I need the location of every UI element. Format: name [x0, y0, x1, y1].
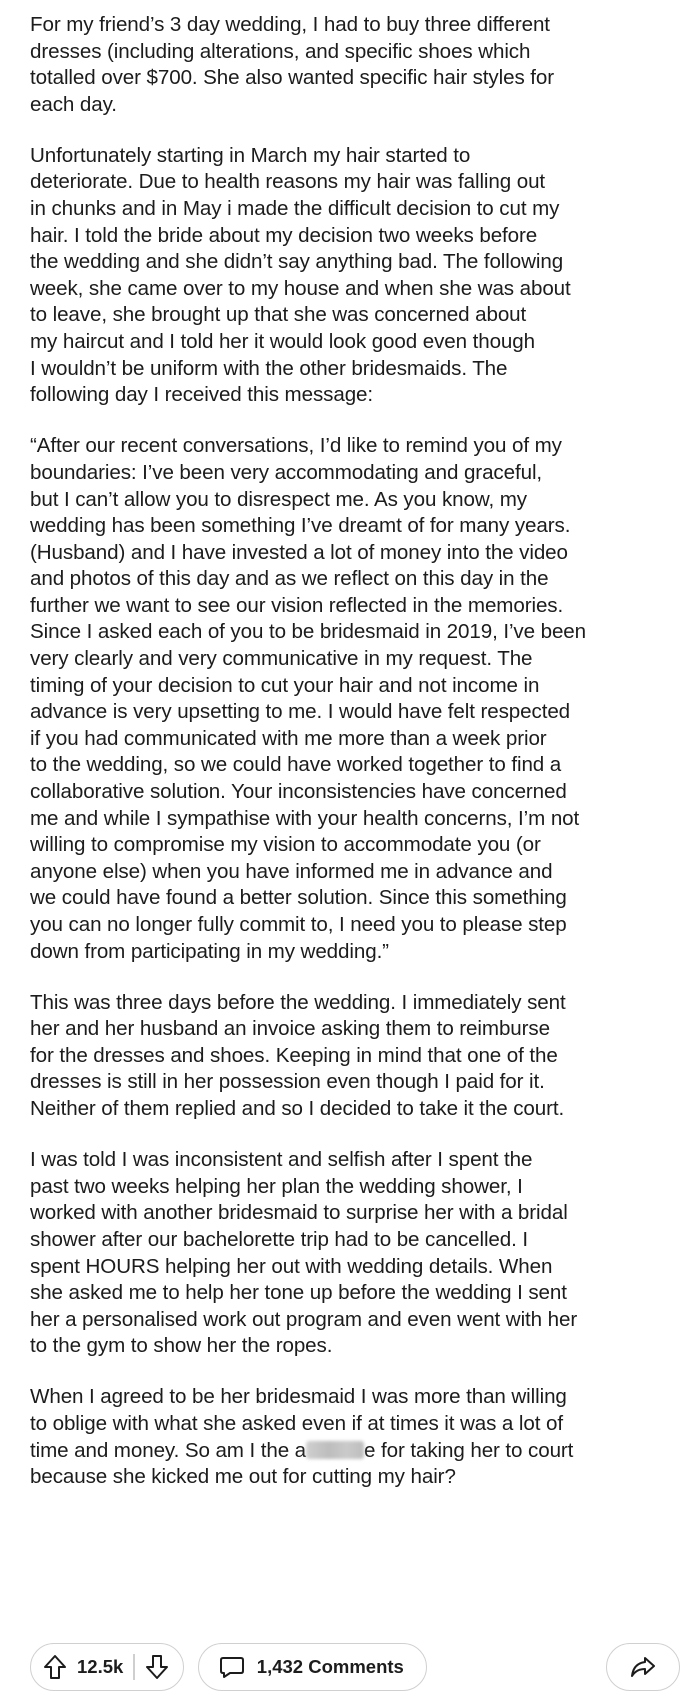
post-line: to leave, she brought up that she was concerned about	[30, 303, 527, 327]
post-line: in chunks and in May i made the difficult decision to cut my	[30, 197, 560, 221]
post-line: Neither of them replied and so I decided to take it the court.	[30, 1097, 565, 1121]
post-line: down from participating in my wedding.”	[30, 939, 389, 963]
post-line: past two weeks helping her plan the wedding shower, I	[30, 1174, 523, 1198]
downvote-arrow-icon[interactable]	[145, 1654, 169, 1680]
post-line: and photos of this day and as we reflect on this day in the	[30, 567, 549, 591]
upvote-arrow-icon[interactable]	[43, 1654, 67, 1680]
post-line: shower after our bachelorette trip had to be cancelled. I	[30, 1227, 529, 1251]
post-line: anyone else) when you have informed me in advance and	[30, 859, 553, 883]
post-line: dresses is still in her possession even though I paid for it.	[30, 1070, 545, 1094]
post-line: my haircut and I told her it would look good even though	[30, 330, 535, 354]
post-paragraph-final	[30, 1384, 680, 1490]
post-line-with-censor	[30, 1438, 680, 1465]
post-paragraph	[30, 143, 680, 409]
post-line-fragment: e for taking her to court	[364, 1438, 574, 1462]
post-paragraph	[30, 433, 680, 965]
post-line: to oblige with what she asked even if at times it was a lot of	[30, 1412, 563, 1435]
post-line: because she kicked me out for cutting my hair?	[30, 1465, 456, 1489]
post-line: following day I received this message:	[30, 383, 374, 407]
post-line: boundaries: I’ve been very accommodating and graceful,	[30, 460, 543, 484]
post-line: spent HOURS helping her out with wedding details. When	[30, 1254, 553, 1278]
post-line: hair. I told the bride about my decision two weeks before	[30, 223, 538, 247]
post-line: very clearly and very communicative in my request. The	[30, 647, 533, 671]
share-button[interactable]	[606, 1643, 680, 1691]
post-line: “After our recent conversations, I’d like to remind you of my	[30, 434, 562, 458]
share-arrow-icon	[630, 1655, 656, 1679]
post-line: to the wedding, so we could have worked together to find a	[30, 753, 562, 777]
post-action-bar	[30, 1641, 680, 1693]
post-line: me and while I sympathise with your health concerns, I’m not	[30, 806, 580, 830]
post-line: the wedding and she didn’t say anything bad. The following	[30, 250, 564, 274]
post-line: This was three days before the wedding. I immediately sent	[30, 990, 566, 1014]
comment-bubble-icon	[219, 1655, 245, 1679]
post-line: but I can’t allow you to disrespect me. As you know, my	[30, 487, 527, 511]
post-line: her and her husband an invoice asking them to reimburse	[30, 1017, 550, 1041]
post-line: willing to compromise my vision to accommodate you (or	[30, 833, 541, 857]
comments-button[interactable]	[198, 1643, 427, 1691]
post-line: each day.	[30, 92, 117, 116]
post-line: you can no longer fully commit to, I need you to please step	[30, 913, 567, 936]
post-line: her a personalised work out program and even went with her	[30, 1307, 578, 1331]
post-line: worked with another bridesmaid to surprise her with a bridal	[30, 1201, 568, 1225]
vote-control	[30, 1643, 184, 1691]
post-paragraph	[30, 1147, 680, 1360]
post-line: further we want to see our vision reflected in the memories.	[30, 593, 564, 617]
post-line: week, she came over to my house and when she was about	[30, 276, 571, 300]
upvote-count: 12.5k	[77, 1656, 124, 1677]
post-line: I was told I was inconsistent and selfish after I spent the	[30, 1148, 533, 1172]
post-text	[30, 12, 680, 1360]
post-line: we could have found a better solution. Since this something	[30, 886, 567, 910]
post-line: Since I asked each of you to be bridesmaid in 2019, I’ve been	[30, 620, 587, 644]
post-line: Unfortunately starting in March my hair started to	[30, 143, 471, 167]
post-line-fragment: time and money. So am I the a	[30, 1438, 307, 1462]
post-line: collaborative solution. Your inconsistencies have concerned	[30, 780, 567, 804]
post-line: totalled over $700. She also wanted specific hair styles for	[30, 66, 555, 90]
post-line: deteriorate. Due to health reasons my hair was falling out	[30, 170, 546, 194]
post-line: timing of your decision to cut your hair and not income in	[30, 673, 540, 697]
post-line: dresses (including alterations, and specific shoes which	[30, 39, 531, 63]
post-line: When I agreed to be her bridesmaid I was more than willing	[30, 1385, 567, 1409]
post-line: wedding has been something I’ve dreamt of for many years.	[30, 514, 571, 538]
post-line: (Husband) and I have invested a lot of money into the video	[30, 540, 568, 564]
post-line: For my friend’s 3 day wedding, I had to buy three different	[30, 13, 550, 36]
post-line: she asked me to help her tone up before the wedding I sent	[30, 1281, 567, 1305]
post-line: advance is very upsetting to me. I would have felt respected	[30, 700, 571, 724]
post-line: I wouldn’t be uniform with the other bridesmaids. The	[30, 356, 508, 380]
post-paragraph	[30, 990, 680, 1123]
post-line: if you had communicated with me more than a week prior	[30, 726, 547, 750]
vote-divider	[133, 1654, 135, 1680]
post-line: to the gym to show her the ropes.	[30, 1334, 333, 1358]
censor-blur	[306, 1441, 364, 1459]
post-paragraph	[30, 12, 680, 118]
post-line: for the dresses and shoes. Keeping in mind that one of the	[30, 1043, 558, 1067]
comments-count: 1,432 Comments	[256, 1656, 404, 1677]
